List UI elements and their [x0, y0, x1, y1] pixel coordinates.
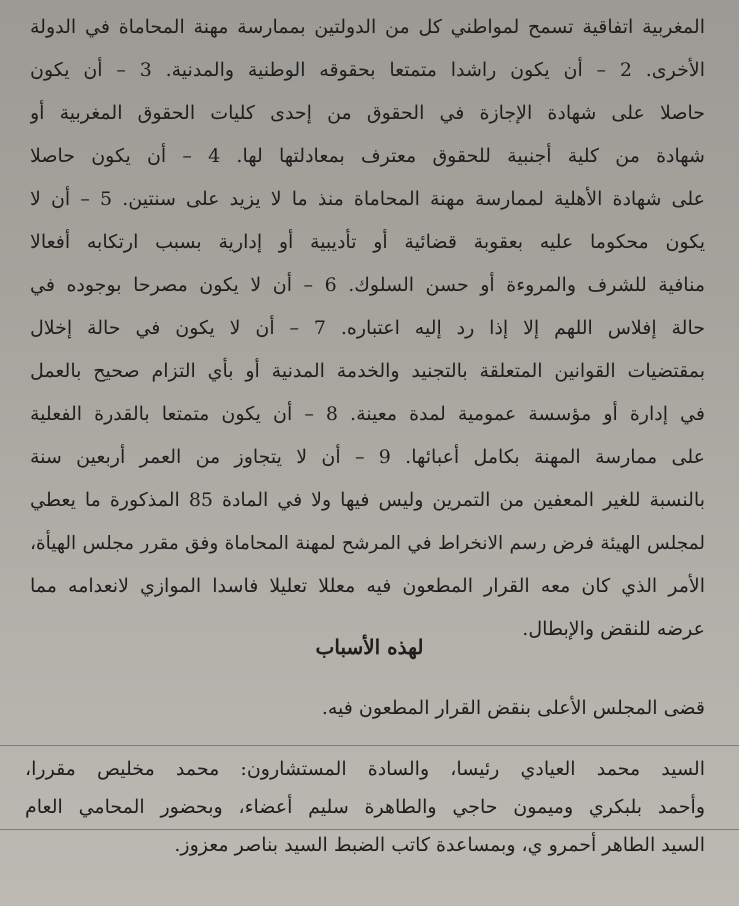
body-line: الأمر الذي كان معه القرار المطعون فيه معللا تعليلا فاسدا الموازي لانعدامه مما	[30, 575, 705, 597]
body-line: الأخرى. 2 – أن يكون راشدا متمتعا بحقوقه الوطنية والمدنية. 3 – أن يكون	[30, 59, 705, 81]
court-composition	[25, 750, 705, 864]
footer-line: وأحمد بلبكري وميمون حاجي والطاهرة سليم أعضاء، وبحضور المحامي العام	[25, 796, 705, 818]
body-line: في إدارة أو مؤسسة عمومية لمدة معينة. 8 – أن يكون متمتعا بالقدرة الفعلية	[30, 403, 705, 425]
body-line: على ممارسة المهنة بكامل أعبائها. 9 – أن لا يتجاوز من العمر أربعين سنة	[30, 446, 705, 468]
body-line: يكون محكوما عليه بعقوبة قضائية أو تأديبية أو إدارية بسبب ارتكابه أفعالا	[30, 231, 705, 253]
footer-line: السيد الطاهر أحمرو ي، وبمساعدة كاتب الضبط السيد بناصر معزوز.	[174, 834, 705, 856]
divider-line	[0, 745, 739, 746]
judgment-body-text	[30, 6, 705, 651]
body-line: على شهادة الأهلية لممارسة مهنة المحاماة منذ ما لا يزيد على سنتين. 5 – أن لا	[30, 188, 705, 210]
body-line: المغربية اتفاقية تسمح لمواطني كل من الدولتين بممارسة مهنة المحاماة في الدولة	[30, 16, 705, 38]
body-line: حالة إفلاس اللهم إلا إذا رد إليه اعتباره. 7 – أن لا يكون في حالة إخلال	[30, 317, 705, 339]
section-heading: لهذه الأسباب	[315, 635, 424, 659]
body-line: حاصلا على شهادة الإجازة في الحقوق من إحدى كليات الحقوق المغربية أو	[30, 102, 705, 124]
body-line: شهادة من كلية أجنبية للحقوق معترف بمعادلتها لها. 4 – أن يكون حاصلا	[30, 145, 705, 167]
footer-line: السيد محمد العيادي رئيسا، والسادة المستشارون: محمد مخليص مقررا،	[25, 758, 705, 780]
body-line: منافية للشرف والمروءة أو حسن السلوك. 6 – أن لا يكون مصرحا بوجوده في	[30, 274, 705, 296]
body-line: عرضه للنقض والإبطال.	[522, 618, 705, 640]
body-line: بالنسبة للغير المعفين من التمرين وليس فيها ولا في المادة 85 المذكورة ما يعطي	[30, 489, 705, 511]
decision-text: قضى المجلس الأعلى بنقض القرار المطعون فيه.	[321, 697, 705, 719]
body-line: لمجلس الهيئة فرض رسم الانخراط في المرشح لمهنة المحاماة وفق مقرر مجلس الهيأة،	[30, 533, 705, 554]
body-line: بمقتضيات القوانين المتعلقة بالتجنيد والخدمة المدنية أو بأي التزام صحيح بالعمل	[30, 360, 705, 382]
